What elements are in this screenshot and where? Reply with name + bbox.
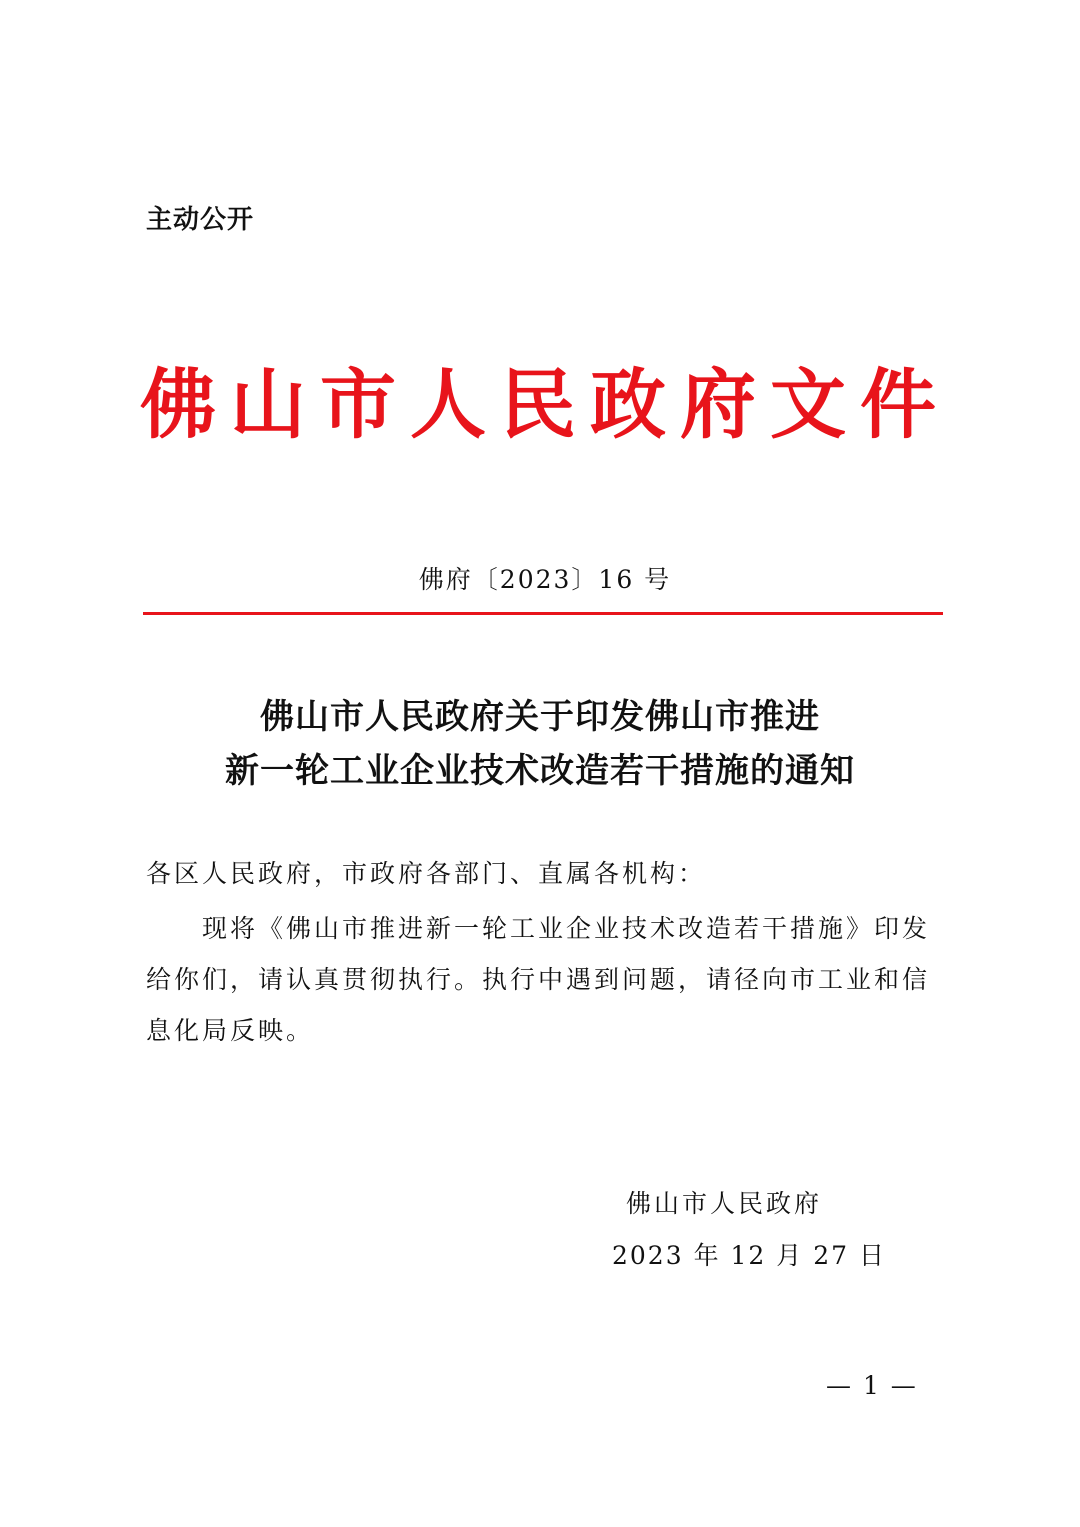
document-title — [120, 690, 960, 798]
body-line-1: 现将《佛山市推进新一轮工业企业技术改造若干措施》印发 — [202, 914, 931, 943]
red-divider-line — [143, 612, 943, 615]
body-line-2: 给你们，请认真贯彻执行。执行中遇到问题，请径向市工业和信 — [146, 965, 931, 994]
body-line-3: 息化局反映。 — [146, 1016, 315, 1045]
title-line-1: 佛山市人民政府关于印发佛山市推进 — [260, 697, 820, 737]
page-number: — 1 — — [826, 1371, 918, 1400]
salutation: 各区人民政府，市政府各部门、直属各机构： — [146, 859, 707, 888]
body-paragraph — [146, 903, 946, 1056]
document-masthead: 佛山市人民政府文件 — [140, 360, 950, 449]
title-line-2: 新一轮工业企业技术改造若干措施的通知 — [225, 751, 855, 791]
signing-date: 2023 年 12 月 27 日 — [612, 1241, 886, 1270]
disclosure-label: 主动公开 — [146, 205, 255, 235]
signing-authority: 佛山市人民政府 — [626, 1189, 823, 1218]
document-number: 佛府〔2023〕16 号 — [418, 565, 672, 594]
